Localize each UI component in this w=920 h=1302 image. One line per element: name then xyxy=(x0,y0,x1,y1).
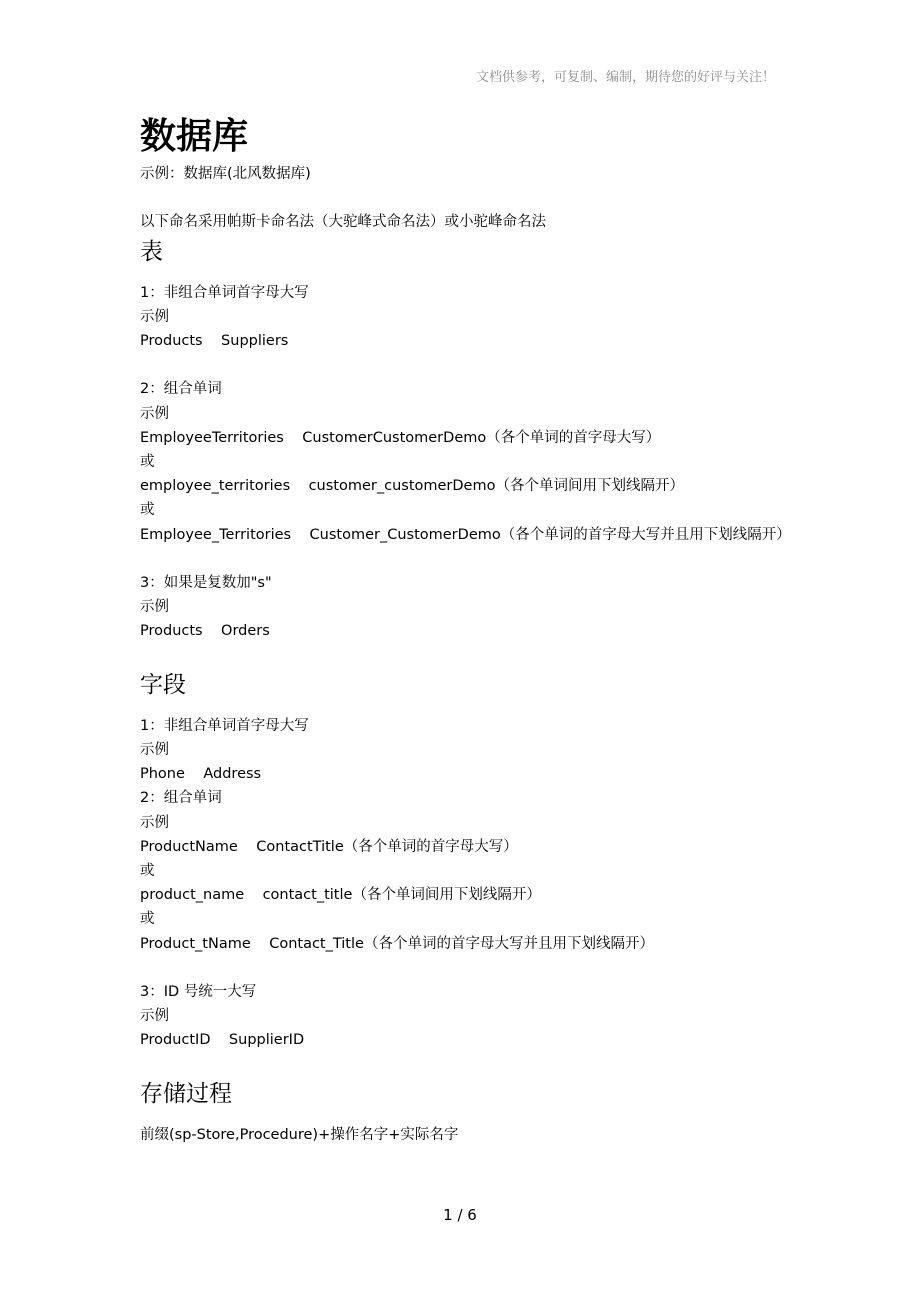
document-subtitle: 示例：数据库(北风数据库) xyxy=(140,166,311,182)
field-rule-2-example-3: Product_tName Contact_Title（各个单词的首字母大写并且用下划线隔开） xyxy=(140,935,654,952)
table-rule-1-example: Products Suppliers xyxy=(140,333,289,349)
intro-text: 以下命名采用帕斯卡命名法（大驼峰式命名法）或小驼峰命名法 xyxy=(140,214,546,231)
document-title: 数据库 xyxy=(140,116,249,157)
table-rule-1: 1：非组合单词首字母大写 xyxy=(140,284,309,301)
field-or-1: 或 xyxy=(140,863,155,880)
table-or-1: 或 xyxy=(140,454,155,470)
spacer xyxy=(140,702,785,714)
section-heading-table: 表 xyxy=(140,238,163,265)
table-or-2: 或 xyxy=(140,502,155,519)
table-rule-3-label: 示例 xyxy=(140,599,169,616)
document-body xyxy=(140,112,791,1147)
procedure-rule: 前缀(sp-Store,Procedure)+操作名字+实际名字 xyxy=(140,1126,459,1143)
spacer xyxy=(140,547,785,571)
spacer xyxy=(140,644,785,668)
table-rule-2: 2：组合单词 xyxy=(140,381,222,398)
table-rule-2-example-2: employee_territories customer_customerDemo（各个单词间用下划线隔开） xyxy=(140,478,684,495)
page-header-note: 文档供参考，可复制、编制，期待您的好评与关注！ xyxy=(475,70,775,85)
spacer xyxy=(140,1053,785,1077)
field-rule-2-example-2: product_name contact_title（各个单词间用下划线隔开） xyxy=(140,887,541,904)
spacer xyxy=(140,353,785,377)
page-number: 1 / 6 xyxy=(443,1206,477,1224)
spacer xyxy=(140,186,785,210)
field-or-2: 或 xyxy=(140,911,155,928)
table-rule-2-label: 示例 xyxy=(140,405,169,422)
field-rule-2-label: 示例 xyxy=(140,814,169,831)
field-rule-2-example-1: ProductName ContactTitle（各个单词的首字母大写） xyxy=(140,838,518,855)
field-rule-3-label: 示例 xyxy=(140,1008,169,1025)
table-rule-1-label: 示例 xyxy=(140,308,169,325)
table-rule-2-example-3: Employee_Territories Customer_CustomerDemo（各个单词的首字母大写并且用下划线隔开） xyxy=(140,526,791,543)
table-rule-2-example-1: EmployeeTerritories CustomerCustomerDemo（各个单词的首字母大写） xyxy=(140,429,661,446)
section-heading-field: 字段 xyxy=(140,671,186,698)
table-rule-3: 3：如果是复数加"s" xyxy=(140,575,272,591)
section-heading-procedure: 存储过程 xyxy=(140,1080,232,1107)
field-rule-3: 3：ID 号统一大写 xyxy=(140,984,257,1001)
spacer xyxy=(140,1111,785,1123)
spacer xyxy=(140,269,785,281)
field-rule-1-example: Phone Address xyxy=(140,766,262,783)
field-rule-2: 2：组合单词 xyxy=(140,790,222,807)
field-rule-1-label: 示例 xyxy=(140,742,169,758)
field-rule-3-example: ProductID SupplierID xyxy=(140,1032,305,1049)
spacer xyxy=(140,956,785,980)
field-rule-1: 1：非组合单词首字母大写 xyxy=(140,717,309,734)
table-rule-3-example: Products Orders xyxy=(140,623,270,640)
